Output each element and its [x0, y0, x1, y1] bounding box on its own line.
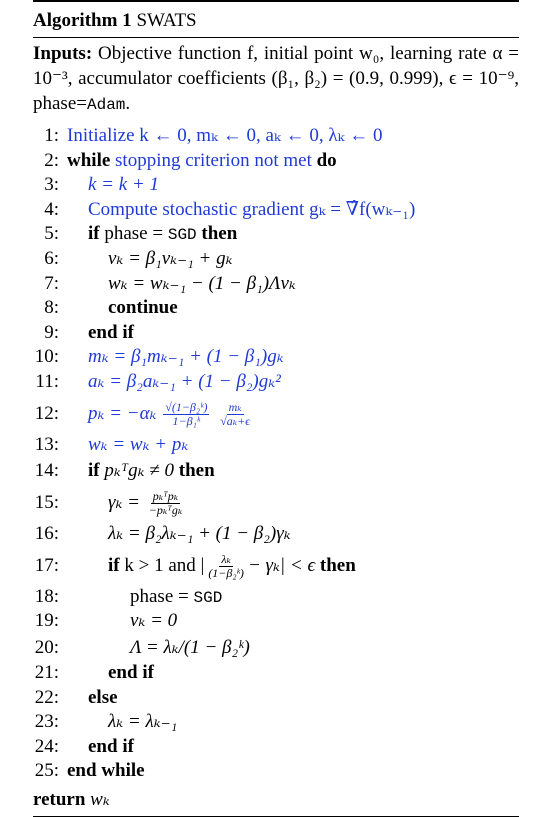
line-number: 7: — [44, 272, 59, 294]
line-number: 9: — [44, 321, 59, 343]
lhs: pₖ = −αₖ — [88, 402, 157, 424]
top-rule — [33, 0, 519, 2]
numerator: λₖ — [221, 551, 231, 566]
denominator: 1−β₁ᵏ — [172, 413, 201, 428]
inputs-end: . — [125, 93, 131, 114]
keyword: do — [316, 149, 337, 171]
line-1 — [33, 124, 519, 149]
line-number: 21: — [34, 661, 59, 683]
line-text: phase = — [130, 585, 189, 607]
line-text: pₖᵀgₖ ≠ 0 — [104, 460, 174, 482]
line-number: 12: — [34, 402, 59, 424]
phase-value: Adam — [86, 96, 126, 114]
line-10 — [33, 345, 519, 370]
denominator: −pₖᵀgₖ — [148, 503, 183, 518]
fraction — [218, 401, 252, 428]
lhs: γₖ = — [108, 492, 140, 514]
fraction — [163, 401, 209, 428]
inputs-label: Inputs: — [33, 43, 93, 64]
keyword: continue — [108, 297, 178, 319]
keyword: if — [88, 223, 100, 245]
line-text: wₖ = wₖ₋₁ − (1 − β₁)Λvₖ — [108, 272, 296, 294]
return-line — [33, 784, 519, 816]
line-number: 10: — [34, 346, 59, 368]
line-number: 6: — [44, 247, 59, 269]
line-25 — [33, 759, 519, 784]
line-17 — [33, 547, 519, 585]
line-8 — [33, 296, 519, 321]
line-number: 20: — [34, 636, 59, 658]
line-text: Initialize k ← 0, mₖ ← 0, aₖ ← 0, λₖ ← 0 — [67, 125, 383, 146]
keyword: return — [33, 788, 86, 810]
line-text: Λ = λₖ/(1 − β₂ᵏ) — [130, 636, 250, 658]
keyword: end if — [88, 321, 134, 343]
keyword: then — [319, 554, 356, 576]
line-number: 25: — [34, 760, 59, 782]
line-number: 16: — [34, 523, 59, 545]
algorithm-name: SWATS — [136, 10, 197, 31]
keyword: end if — [88, 735, 134, 757]
denominator: (1−β₂ᵏ) — [208, 565, 244, 580]
line-16 — [33, 522, 519, 547]
line-number: 22: — [34, 686, 59, 708]
line-text: λₖ = β₂λₖ₋₁ + (1 − β₂)γₖ — [108, 523, 291, 545]
line-24 — [33, 735, 519, 760]
line-number: 14: — [34, 460, 59, 482]
line-text: wₖ = wₖ + pₖ — [88, 433, 189, 455]
line-number: 23: — [34, 711, 59, 733]
line-text: vₖ = 0 — [130, 610, 178, 632]
line-20 — [33, 634, 519, 661]
line-number: 5: — [44, 223, 59, 245]
keyword: end if — [108, 661, 154, 683]
line-9 — [33, 321, 519, 346]
algorithm-block — [33, 0, 519, 817]
line-text: stopping criterion not met — [115, 149, 312, 171]
line-text: k = k + 1 — [88, 174, 160, 196]
keyword: if — [108, 554, 120, 576]
line-number: 8: — [44, 297, 59, 319]
keyword: then — [201, 223, 238, 245]
inputs-paragraph — [33, 38, 519, 124]
line-14 — [33, 457, 519, 484]
line-21 — [33, 661, 519, 686]
condition-pre: k > 1 and | — [124, 554, 205, 576]
inputs-text: Objective function f, initial point w₀, learning rate α = 10⁻³, accumulator coefficients (β₁, β₂) = (0.9, 0.999), ϵ = 10⁻⁹, phase= — [33, 43, 520, 114]
algorithm-caption — [33, 5, 519, 37]
line-5 — [33, 222, 519, 247]
line-text: mₖ = β₁mₖ₋₁ + (1 − β₁)gₖ — [88, 346, 284, 368]
phase-sgd: SGD — [167, 226, 197, 245]
line-15 — [33, 484, 519, 522]
line-6 — [33, 247, 519, 272]
line-11 — [33, 370, 519, 395]
line-number: 11: — [35, 370, 59, 392]
line-2 — [33, 149, 519, 174]
line-text: phase = — [104, 223, 164, 245]
condition-post: − γₖ| < ϵ — [247, 554, 316, 576]
phase-sgd: SGD — [193, 588, 223, 607]
line-19 — [33, 609, 519, 634]
line-3 — [33, 173, 519, 198]
line-13 — [33, 433, 519, 458]
line-text: vₖ = β₁vₖ₋₁ + gₖ — [108, 247, 233, 269]
algorithm-lines — [33, 124, 519, 784]
line-12 — [33, 395, 519, 433]
return-value: wₖ — [90, 788, 110, 810]
line-number: 2: — [44, 149, 59, 171]
line-text: aₖ = β₂aₖ₋₁ + (1 − β₂)gₖ² — [88, 370, 281, 392]
line-text: λₖ = λₖ₋₁ — [108, 711, 178, 733]
line-4 — [33, 198, 519, 223]
keyword: then — [178, 460, 215, 482]
line-number: 17: — [34, 554, 59, 576]
line-text: Compute stochastic gradient gₖ = ∇̂f(wₖ₋₁) — [88, 198, 416, 220]
line-23 — [33, 710, 519, 735]
line-number: 4: — [44, 198, 59, 220]
line-text — [88, 395, 254, 433]
line-number: 3: — [44, 174, 59, 196]
denominator: √aₖ+ϵ — [220, 413, 251, 428]
numerator: √(1−β₂ᵏ) — [165, 399, 208, 414]
fraction — [147, 490, 185, 517]
line-18 — [33, 585, 519, 610]
line-number: 19: — [34, 610, 59, 632]
keyword: if — [88, 460, 100, 482]
line-number: 1: — [44, 125, 59, 146]
line-number: 13: — [34, 433, 59, 455]
numerator: pₖᵀpₖ — [152, 489, 179, 504]
keyword: while — [67, 149, 111, 171]
line-number: 15: — [34, 492, 59, 514]
line-22 — [33, 686, 519, 711]
keyword: else — [88, 686, 118, 708]
keyword: end while — [67, 760, 145, 782]
line-number: 24: — [34, 735, 59, 757]
line-number: 18: — [34, 585, 59, 607]
line-7 — [33, 272, 519, 297]
algorithm-number: Algorithm 1 — [33, 10, 132, 31]
line-text — [108, 484, 186, 522]
numerator: mₖ — [228, 399, 242, 414]
fraction — [206, 553, 246, 580]
